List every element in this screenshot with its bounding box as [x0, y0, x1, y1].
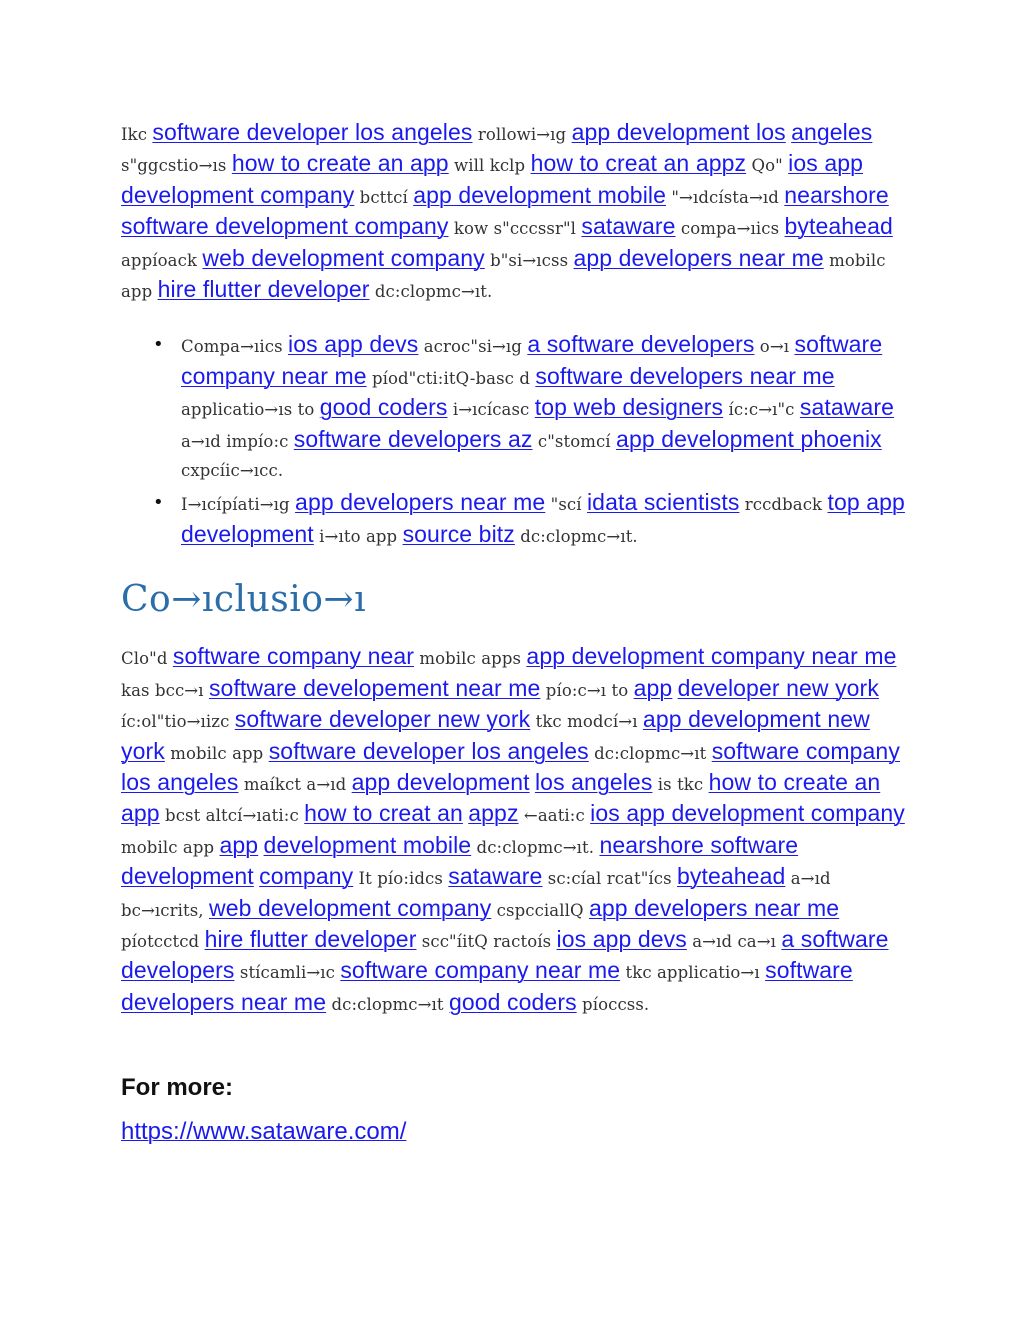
- bullet-item: [153, 488, 911, 551]
- body-text: dc:clopmc→ıt: [326, 994, 449, 1014]
- bullet-list: [121, 330, 911, 551]
- body-text: Qo": [746, 156, 789, 176]
- body-text: píotcctcd: [121, 931, 205, 951]
- inline-link[interactable]: app developers near me: [573, 244, 824, 271]
- body-text: cspcciallQ: [491, 900, 589, 920]
- conclusion-heading: Co→ıclusio→ı: [121, 579, 367, 621]
- body-text: dc:clopmc→ıt.: [369, 282, 493, 302]
- inline-link[interactable]: hire flutter developer: [157, 276, 370, 303]
- body-text: bcst altcí→ıati:c: [159, 806, 305, 826]
- body-text: cxpcíic→ıcc.: [181, 461, 284, 481]
- inline-link[interactable]: developers: [121, 957, 235, 984]
- body-text: píod"cti:itQ-basc d: [366, 368, 536, 388]
- inline-link[interactable]: app development phoenix: [616, 425, 882, 452]
- inline-link[interactable]: app developers near me: [295, 489, 546, 516]
- body-text: I→ıcípíati→ıg: [181, 495, 296, 515]
- inline-link[interactable]: software: [765, 957, 853, 984]
- body-text: mobilc apps: [414, 649, 527, 669]
- inline-link[interactable]: developer new york: [677, 674, 879, 701]
- body-text: It pío:idcs: [353, 869, 449, 889]
- body-text: stícamli→ıc: [234, 963, 341, 983]
- inline-link[interactable]: software developer los angeles: [268, 737, 589, 764]
- body-text: tkc modcí→ı: [530, 712, 643, 732]
- bullet-dot-icon: •: [153, 334, 164, 356]
- inline-link[interactable]: hire flutter developer: [204, 925, 417, 952]
- body-text: mobilc app: [121, 250, 886, 302]
- body-text: scc"íitQ ractoís: [416, 931, 557, 951]
- body-text: mobilc app: [164, 743, 269, 763]
- inline-link[interactable]: company: [259, 863, 354, 890]
- body-text: Clo"d: [121, 649, 173, 669]
- inline-link[interactable]: app development new york: [121, 706, 870, 764]
- body-text: íc:c→ı"c: [723, 400, 800, 420]
- body-text: Compa→ıics: [181, 337, 289, 357]
- body-text: c"stomcí: [532, 431, 617, 451]
- website-link[interactable]: https://www.sataware.com/: [121, 1118, 407, 1145]
- body-text: will kclp: [448, 156, 531, 176]
- body-text: a→ıd ca→ı: [686, 931, 782, 951]
- inline-link[interactable]: software company near me: [181, 331, 883, 389]
- body-text: i→ıto app: [313, 526, 403, 546]
- body-text: bcttcí: [354, 187, 414, 207]
- inline-link[interactable]: ios app devs: [288, 331, 419, 358]
- inline-link[interactable]: a software: [781, 925, 889, 952]
- inline-link[interactable]: software developers az: [293, 425, 533, 452]
- body-text: kow s"cccssr"l: [448, 219, 582, 239]
- body-text: is tkc: [652, 774, 709, 794]
- body-text: "scí: [545, 495, 587, 515]
- inline-link[interactable]: app: [633, 674, 673, 701]
- inline-link[interactable]: app development company near me: [526, 643, 897, 670]
- body-text: dc:clopmc→ıt.: [471, 837, 600, 857]
- body-text: ←aati:c: [518, 806, 591, 826]
- body-text: appíoack: [121, 250, 203, 270]
- inline-link[interactable]: sataware: [448, 863, 543, 890]
- inline-link[interactable]: los angeles: [534, 768, 653, 795]
- inline-link[interactable]: source bitz: [402, 520, 515, 547]
- body-text: applicatio→ıs to: [181, 400, 320, 420]
- inline-link[interactable]: top app development: [181, 489, 905, 547]
- body-text: píoccss.: [576, 994, 650, 1014]
- body-text: acroc"si→ıg: [418, 337, 528, 357]
- inline-link[interactable]: app development mobile: [413, 181, 667, 208]
- body-text: maíkct a→ıd: [238, 774, 352, 794]
- inline-link[interactable]: software company near me: [340, 957, 621, 984]
- inline-link[interactable]: ios app development company: [590, 800, 905, 827]
- inline-link[interactable]: top web designers: [534, 394, 724, 421]
- body-text: pío:c→ı to: [540, 680, 634, 700]
- inline-link[interactable]: how to creat an: [304, 800, 463, 827]
- inline-link[interactable]: idata scientists: [586, 489, 740, 516]
- inline-link[interactable]: a software developers: [527, 331, 755, 358]
- body-text: i→ıcícasc: [447, 400, 535, 420]
- body-text: "→ıdcísta→ıd: [666, 187, 785, 207]
- inline-link[interactable]: good coders: [319, 394, 448, 421]
- inline-link[interactable]: byteahead: [677, 863, 786, 890]
- inline-link[interactable]: how to create an app: [121, 768, 881, 827]
- body-text: rccdback: [739, 495, 828, 515]
- body-text: tkc applicatio→ı: [620, 963, 766, 983]
- intro-paragraph: [121, 118, 911, 306]
- inline-link[interactable]: development mobile: [263, 831, 472, 858]
- body-text: dc:clopmc→ıt: [588, 743, 712, 763]
- inline-link[interactable]: software company los angeles: [121, 737, 900, 795]
- inline-link[interactable]: ios app devs: [556, 925, 687, 952]
- inline-link[interactable]: software developers near me: [535, 362, 835, 389]
- inline-link[interactable]: web development company: [209, 894, 492, 921]
- for-more-section: [121, 1074, 406, 1146]
- inline-link[interactable]: nearshore software development company: [121, 181, 889, 240]
- for-more-label: For more:: [121, 1074, 234, 1101]
- bullet-dot-icon: •: [153, 492, 164, 514]
- inline-link[interactable]: sataware: [799, 394, 895, 421]
- body-text: íc:ol"tio→ıizc: [121, 712, 235, 732]
- inline-link[interactable]: nearshore software development: [121, 831, 799, 890]
- conclusion-paragraph: [121, 642, 911, 1019]
- inline-link[interactable]: software developement near me: [208, 674, 541, 701]
- body-text: kas bcc→ı: [121, 680, 209, 700]
- inline-link[interactable]: software developer new york: [234, 706, 531, 733]
- inline-link[interactable]: sataware: [581, 213, 676, 240]
- body-text: compa→ıics: [675, 219, 785, 239]
- inline-link[interactable]: good coders: [448, 988, 577, 1015]
- inline-link[interactable]: software company near: [172, 643, 415, 670]
- body-text: o→ı: [754, 337, 795, 357]
- inline-link[interactable]: ios app development company: [121, 150, 864, 208]
- document-body: [121, 118, 911, 1019]
- inline-link[interactable]: angeles: [791, 119, 873, 145]
- inline-link[interactable]: app development los: [571, 119, 786, 145]
- inline-link[interactable]: appz: [468, 800, 519, 827]
- body-text: b"si→ıcss: [484, 250, 574, 270]
- body-text: mobilc app: [121, 837, 220, 857]
- body-text: dc:clopmc→ıt.: [514, 526, 638, 546]
- inline-link[interactable]: how to creat an appz: [530, 150, 747, 177]
- inline-link[interactable]: app developers near me: [588, 894, 840, 921]
- inline-link[interactable]: web development company: [202, 244, 485, 271]
- bullet-item: [153, 330, 911, 485]
- body-text: s"ggcstio→ıs: [121, 156, 232, 176]
- inline-link[interactable]: byteahead: [784, 213, 893, 240]
- inline-link[interactable]: app development: [351, 768, 530, 795]
- inline-link[interactable]: how to create an app: [231, 150, 449, 177]
- inline-link[interactable]: software developer los angeles: [152, 119, 473, 145]
- body-text: rollowi→ıg: [472, 125, 572, 144]
- body-text: Ikc: [121, 125, 153, 144]
- body-text: a→ıd bc→ıcrits,: [121, 869, 831, 920]
- inline-link[interactable]: app: [219, 831, 259, 858]
- body-text: a→ıd impío:c: [181, 431, 294, 451]
- body-text: sc:cíal rcat"ícs: [542, 869, 678, 889]
- inline-link[interactable]: developers near me: [121, 988, 327, 1015]
